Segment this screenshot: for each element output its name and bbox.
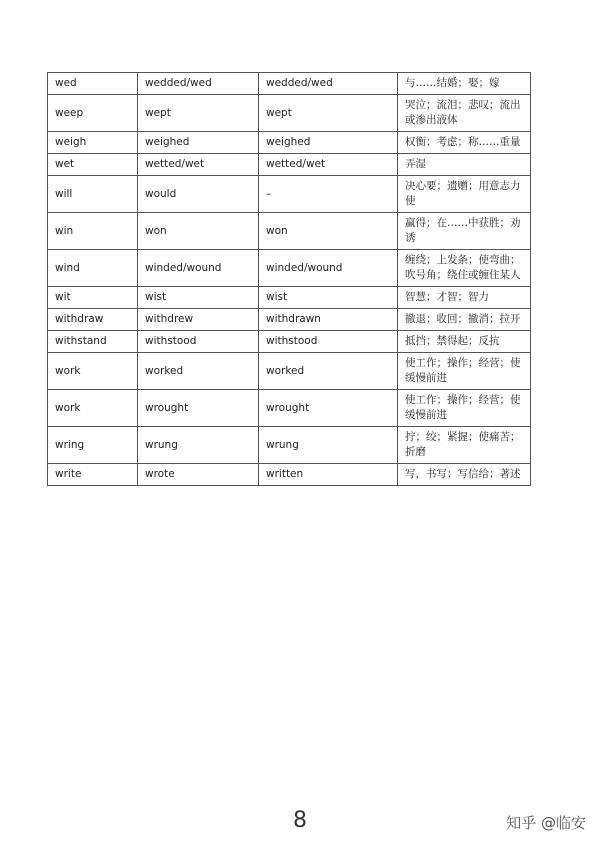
past-participle-cell: won: [259, 213, 398, 250]
base-form-cell: win: [48, 213, 138, 250]
base-form-cell: weigh: [48, 132, 138, 154]
past-participle-cell: winded/wound: [259, 250, 398, 287]
past-participle-cell: wist: [259, 287, 398, 309]
base-form-cell: work: [48, 390, 138, 427]
base-form-cell: withstand: [48, 331, 138, 353]
table-row: [48, 213, 531, 250]
meaning-cell: 与……结婚；娶；嫁: [398, 73, 531, 95]
meaning-cell: 抵挡；禁得起；反抗: [398, 331, 531, 353]
meaning-cell: 使工作；操作；经营；使缓慢前进: [398, 353, 531, 390]
table-row: [48, 95, 531, 132]
base-form-cell: work: [48, 353, 138, 390]
base-form-cell: write: [48, 464, 138, 486]
past-participle-cell: written: [259, 464, 398, 486]
past-participle-cell: withstood: [259, 331, 398, 353]
past-tense-cell: worked: [138, 353, 259, 390]
past-tense-cell: withstood: [138, 331, 259, 353]
past-tense-cell: wedded/wed: [138, 73, 259, 95]
past-tense-cell: weighed: [138, 132, 259, 154]
base-form-cell: will: [48, 176, 138, 213]
table-row: [48, 73, 531, 95]
table-row: [48, 427, 531, 464]
base-form-cell: wed: [48, 73, 138, 95]
meaning-cell: 决心要；遗赠；用意志力使: [398, 176, 531, 213]
past-participle-cell: wrung: [259, 427, 398, 464]
past-participle-cell: –: [259, 176, 398, 213]
past-tense-cell: wetted/wet: [138, 154, 259, 176]
meaning-cell: 哭泣；流泪；悲叹；流出或渗出液体: [398, 95, 531, 132]
past-tense-cell: wrought: [138, 390, 259, 427]
base-form-cell: wet: [48, 154, 138, 176]
past-tense-cell: would: [138, 176, 259, 213]
table-row: [48, 154, 531, 176]
past-tense-cell: withdrew: [138, 309, 259, 331]
table-row: [48, 287, 531, 309]
past-participle-cell: weighed: [259, 132, 398, 154]
base-form-cell: withdraw: [48, 309, 138, 331]
past-tense-cell: wept: [138, 95, 259, 132]
meaning-cell: 智慧；才智；智力: [398, 287, 531, 309]
table-row: [48, 132, 531, 154]
meaning-cell: 权衡；考虑；称……重量: [398, 132, 531, 154]
meaning-cell: 撤退；收回；撤消；拉开: [398, 309, 531, 331]
past-tense-cell: winded/wound: [138, 250, 259, 287]
table-row: [48, 250, 531, 287]
zhihu-watermark: 知乎 @临安: [506, 814, 586, 832]
meaning-cell: 赢得；在……中获胜；劝诱: [398, 213, 531, 250]
past-participle-cell: withdrawn: [259, 309, 398, 331]
table-row: [48, 309, 531, 331]
table-row: [48, 331, 531, 353]
table-row: [48, 176, 531, 213]
meaning-cell: 拧；绞；紧握；使痛苦；折磨: [398, 427, 531, 464]
table-row: [48, 464, 531, 486]
base-form-cell: wring: [48, 427, 138, 464]
table-row: [48, 390, 531, 427]
base-form-cell: weep: [48, 95, 138, 132]
past-tense-cell: wrote: [138, 464, 259, 486]
verb-table-body: [48, 73, 531, 486]
past-participle-cell: wept: [259, 95, 398, 132]
past-tense-cell: wrung: [138, 427, 259, 464]
past-participle-cell: wrought: [259, 390, 398, 427]
past-participle-cell: wetted/wet: [259, 154, 398, 176]
base-form-cell: wit: [48, 287, 138, 309]
past-participle-cell: wedded/wed: [259, 73, 398, 95]
meaning-cell: 使工作；操作；经营；使缓慢前进: [398, 390, 531, 427]
page-number: 8: [293, 808, 307, 833]
meaning-cell: 弄湿: [398, 154, 531, 176]
past-tense-cell: won: [138, 213, 259, 250]
meaning-cell: 缠绕；上发条；使弯曲；吹号角；绕住或缠住某人: [398, 250, 531, 287]
irregular-verb-table: [47, 72, 531, 486]
past-tense-cell: wist: [138, 287, 259, 309]
base-form-cell: wind: [48, 250, 138, 287]
table-row: [48, 353, 531, 390]
meaning-cell: 写，书写；写信给；著述: [398, 464, 531, 486]
past-participle-cell: worked: [259, 353, 398, 390]
